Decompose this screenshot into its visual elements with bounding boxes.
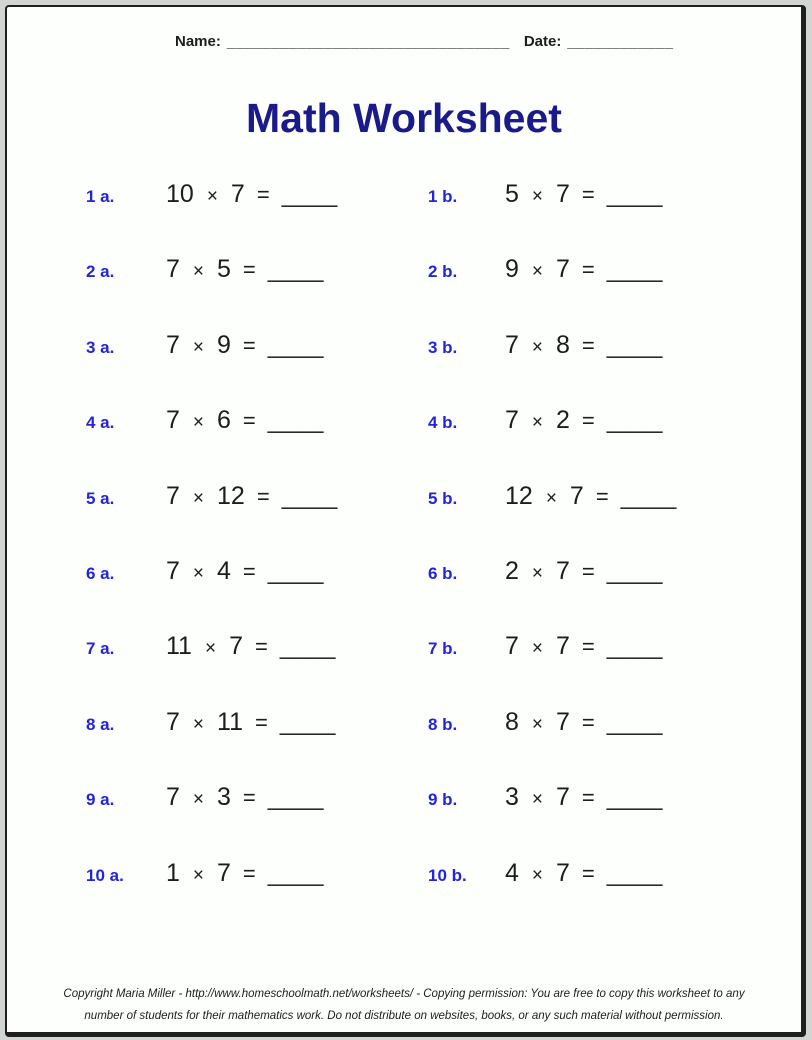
problem-expression (505, 784, 662, 813)
problem-number: 7 b. (428, 639, 458, 659)
multiply-icon: × (192, 487, 205, 509)
factor-2: 2 (556, 406, 570, 435)
multiply-icon: × (531, 864, 544, 886)
answer-blank[interactable]: ____ (606, 180, 663, 208)
factor-1: 12 (505, 481, 533, 510)
factor-2: 6 (217, 406, 231, 435)
equals-sign: = (242, 257, 256, 283)
problem-row (428, 407, 676, 482)
footer-line-2: number of students for their mathematics work. Do not distribute on websites, books, or any such material without permission. (84, 1010, 724, 1022)
equals-sign: = (256, 483, 270, 509)
factor-2: 11 (217, 707, 243, 736)
problem-row (86, 860, 428, 935)
factor-1: 2 (505, 556, 519, 585)
problem-expression (505, 709, 662, 738)
equals-sign: = (254, 634, 268, 660)
problem-expression (166, 332, 323, 361)
problem-row (428, 860, 676, 935)
problem-number: 9 a. (86, 790, 115, 810)
factor-1: 10 (166, 180, 194, 208)
factor-1: 11 (166, 632, 192, 661)
date-label: Date: (523, 33, 562, 50)
factor-2: 7 (556, 180, 570, 208)
problem-expression (166, 709, 335, 738)
page-title: Math Worksheet (246, 95, 562, 141)
factor-2: 8 (556, 330, 570, 359)
problem-number: 8 b. (428, 714, 458, 734)
equals-sign: = (254, 709, 268, 735)
problem-number: 6 a. (86, 563, 115, 583)
answer-blank[interactable]: ____ (279, 632, 336, 661)
multiply-icon: × (531, 261, 544, 283)
footer-copyright (7, 983, 801, 1027)
factor-2: 7 (556, 858, 570, 887)
problem-expression (505, 181, 662, 210)
answer-blank[interactable]: ____ (606, 707, 663, 736)
factor-1: 9 (505, 255, 519, 284)
answer-blank[interactable]: ____ (267, 556, 324, 585)
problem-number: 8 a. (86, 714, 115, 734)
problem-number: 4 a. (86, 413, 115, 433)
problem-expression (166, 407, 323, 436)
problem-row (86, 256, 428, 331)
equals-sign: = (256, 182, 270, 207)
factor-1: 5 (505, 180, 519, 208)
factor-2: 7 (556, 632, 570, 661)
factor-2: 3 (217, 783, 231, 812)
answer-blank[interactable]: ____ (281, 180, 338, 208)
problems-column-b (428, 181, 676, 935)
problem-number: 1 b. (428, 187, 458, 206)
equals-sign: = (595, 483, 609, 509)
problem-row (428, 181, 676, 256)
equals-sign: = (242, 785, 256, 811)
equals-sign: = (581, 408, 595, 434)
problem-row (428, 332, 676, 407)
factor-1: 7 (166, 406, 180, 435)
problem-row (86, 558, 428, 633)
problem-expression (166, 256, 323, 285)
problem-number: 2 a. (86, 262, 115, 282)
problem-number: 10 b. (428, 865, 467, 885)
answer-blank[interactable]: ____ (281, 481, 338, 510)
answer-blank[interactable]: ____ (267, 406, 324, 435)
problem-row (86, 483, 428, 558)
problem-number: 1 a. (86, 187, 115, 206)
problem-expression (166, 558, 323, 587)
factor-2: 9 (217, 330, 231, 359)
equals-sign: = (581, 558, 595, 584)
multiply-icon: × (531, 412, 544, 434)
answer-blank[interactable]: ____ (620, 481, 677, 510)
problem-row (86, 633, 428, 708)
factor-1: 7 (166, 330, 180, 359)
answer-blank[interactable]: ____ (267, 783, 324, 812)
answer-blank[interactable]: ____ (267, 255, 324, 284)
problem-expression (505, 332, 662, 361)
equals-sign: = (581, 634, 595, 660)
problem-row (86, 181, 428, 256)
factor-2: 7 (569, 481, 584, 510)
problem-expression (166, 860, 323, 889)
factor-1: 7 (505, 406, 519, 435)
multiply-icon: × (531, 638, 544, 660)
equals-sign: = (242, 408, 256, 434)
answer-blank[interactable]: ____ (267, 858, 324, 887)
problem-expression (166, 181, 337, 210)
problem-number: 3 b. (428, 337, 458, 357)
factor-2: 7 (556, 255, 570, 284)
problem-expression (505, 256, 662, 285)
multiply-icon: × (204, 638, 217, 660)
problem-expression (166, 784, 323, 813)
answer-blank[interactable]: ____ (606, 632, 663, 661)
problem-row (428, 483, 676, 558)
problem-row (428, 256, 676, 331)
factor-1: 7 (505, 330, 519, 359)
factor-1: 3 (505, 783, 519, 812)
equals-sign: = (242, 860, 256, 886)
problem-expression (505, 483, 676, 512)
factor-2: 7 (230, 180, 245, 208)
footer-line-1: Copyright Maria Miller - http://www.homeschoolmath.net/worksheets/ - Copying permission: You are free to copy this worksheet to any (63, 988, 745, 1000)
equals-sign: = (581, 257, 595, 283)
multiply-icon: × (192, 261, 205, 283)
header (175, 33, 673, 50)
problem-number: 3 a. (86, 337, 115, 357)
answer-blank[interactable]: ____ (606, 858, 663, 887)
multiply-icon: × (192, 864, 205, 886)
multiply-icon: × (531, 562, 544, 584)
multiply-icon: × (192, 789, 205, 811)
problem-expression (505, 407, 662, 436)
multiply-icon: × (545, 487, 557, 509)
answer-blank[interactable]: ____ (267, 330, 324, 359)
problem-number: 5 a. (86, 488, 115, 508)
equals-sign: = (581, 785, 595, 811)
factor-1: 1 (166, 858, 180, 887)
factor-2: 5 (217, 255, 231, 284)
factor-1: 4 (505, 858, 519, 887)
factor-1: 7 (505, 632, 519, 661)
multiply-icon: × (192, 713, 205, 735)
factor-2: 4 (217, 556, 231, 585)
problem-number: 2 b. (428, 262, 458, 282)
multiply-icon: × (192, 412, 205, 434)
factor-1: 7 (166, 481, 180, 510)
problem-expression (505, 558, 662, 587)
problem-number: 9 b. (428, 790, 458, 810)
equals-sign: = (581, 182, 595, 207)
multiply-icon: × (531, 789, 544, 811)
factor-1: 7 (166, 783, 180, 812)
factor-2: 7 (229, 632, 243, 661)
multiply-icon: × (531, 336, 544, 358)
problem-number: 5 b. (428, 488, 458, 508)
problem-row (86, 332, 428, 407)
answer-blank[interactable]: ____ (606, 255, 663, 284)
answer-blank[interactable]: ____ (606, 406, 663, 435)
problems-grid (86, 181, 801, 935)
equals-sign: = (242, 332, 256, 358)
factor-2: 7 (556, 556, 570, 585)
factor-1: 8 (505, 707, 519, 736)
answer-blank[interactable]: ____ (606, 783, 663, 812)
equals-sign: = (581, 709, 595, 735)
answer-blank[interactable]: ____ (606, 330, 663, 359)
factor-2: 7 (556, 707, 570, 736)
name-line[interactable]: ________________________________ (226, 33, 510, 50)
name-label: Name: (175, 33, 221, 50)
problem-expression (505, 860, 662, 889)
factor-1: 7 (166, 707, 180, 736)
equals-sign: = (581, 860, 595, 886)
multiply-icon: × (206, 186, 218, 207)
factor-1: 7 (166, 255, 180, 284)
factor-2: 7 (217, 858, 231, 887)
problem-expression (166, 633, 335, 662)
multiply-icon: × (531, 186, 544, 207)
equals-sign: = (242, 558, 256, 584)
answer-blank[interactable]: ____ (279, 707, 336, 736)
problem-number: 6 b. (428, 563, 458, 583)
problem-number: 4 b. (428, 413, 458, 433)
answer-blank[interactable]: ____ (606, 556, 663, 585)
problem-row (86, 784, 428, 859)
problem-number: 7 a. (86, 639, 115, 659)
problem-row (428, 558, 676, 633)
problem-row (428, 784, 676, 859)
worksheet-page (5, 5, 806, 1037)
factor-2: 7 (556, 783, 570, 812)
multiply-icon: × (192, 336, 205, 358)
problem-expression (166, 483, 337, 512)
problem-row (428, 709, 676, 784)
equals-sign: = (581, 332, 595, 358)
problem-row (428, 633, 676, 708)
factor-2: 12 (217, 481, 245, 510)
problem-row (86, 709, 428, 784)
multiply-icon: × (192, 562, 205, 584)
multiply-icon: × (531, 713, 544, 735)
problem-number: 10 a. (86, 865, 124, 885)
date-line[interactable]: ____________ (567, 33, 674, 50)
problems-column-a (86, 181, 428, 935)
problem-expression (505, 633, 662, 662)
problem-row (86, 407, 428, 482)
factor-1: 7 (166, 556, 180, 585)
